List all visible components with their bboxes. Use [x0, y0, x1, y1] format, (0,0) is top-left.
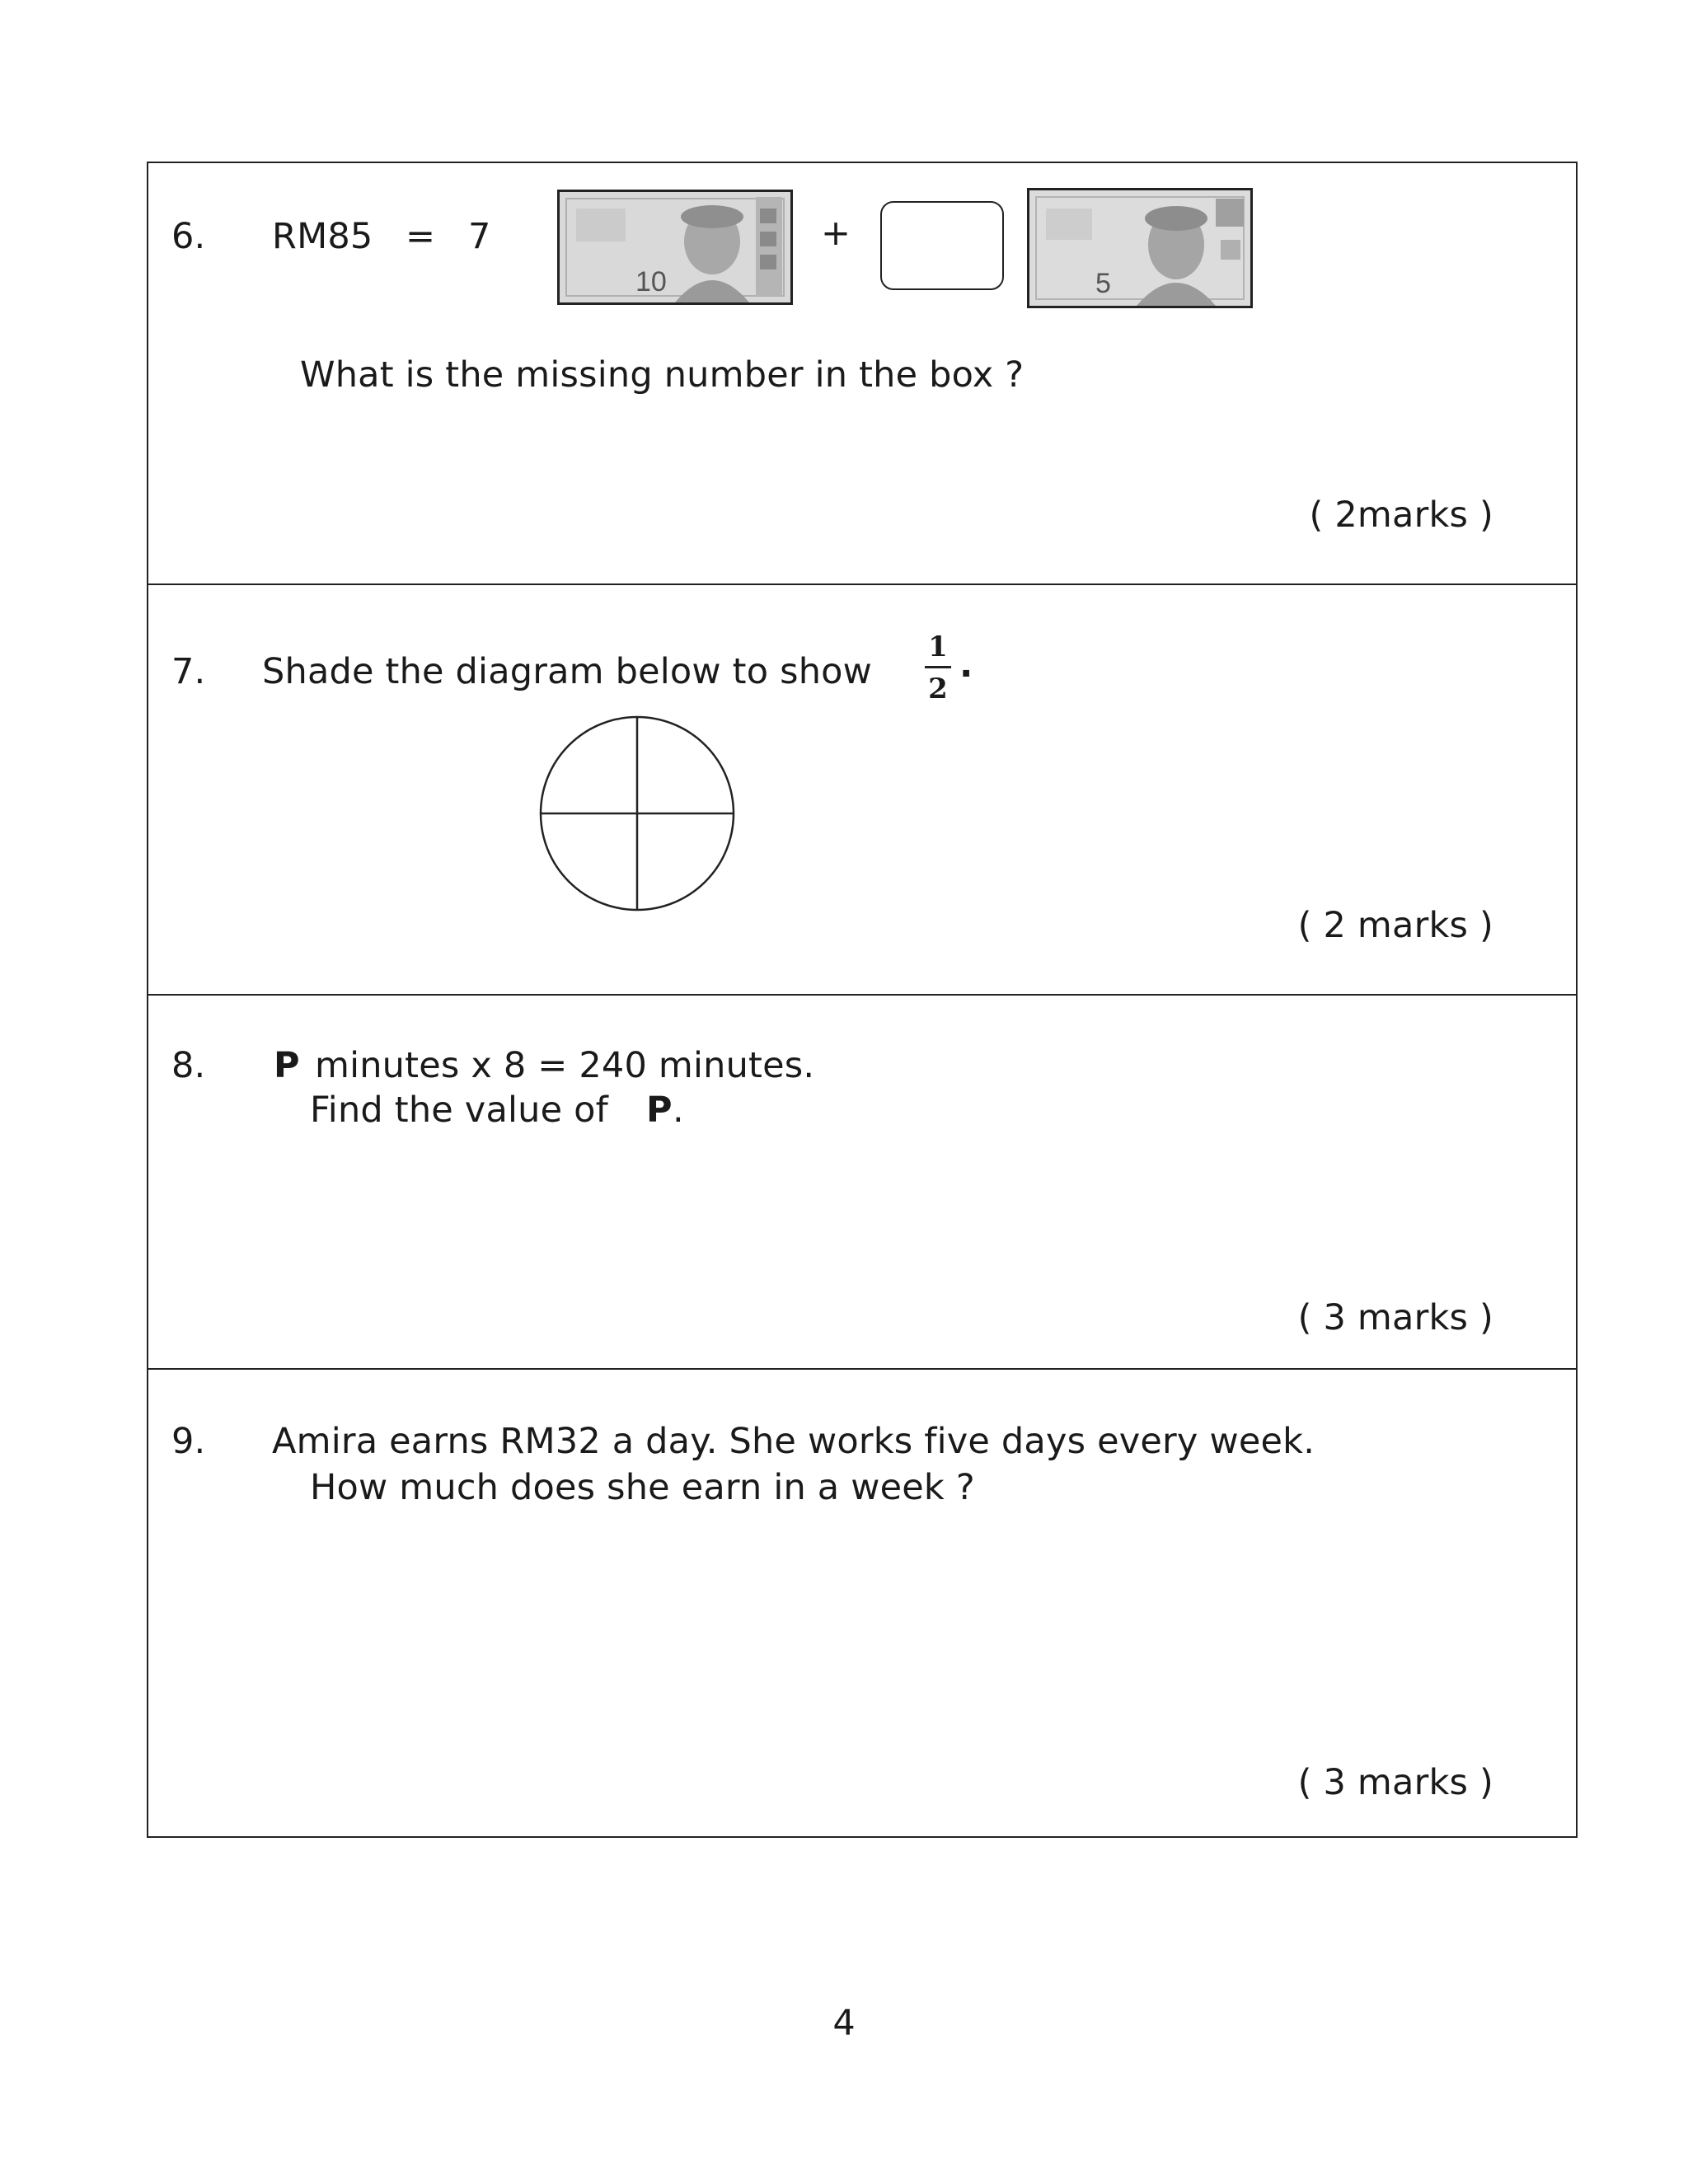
question-text-line2: How much does she earn in a week ? [310, 1467, 975, 1508]
question-prompt: What is the missing number in the box ? [300, 354, 1025, 396]
banknote-illustration [1029, 190, 1250, 306]
marks-label: ( 3 marks ) [1297, 1762, 1493, 1803]
page-number: 4 [832, 2003, 856, 2044]
variable-p: P [274, 1045, 300, 1086]
question-prompt: Find the value of [310, 1090, 608, 1131]
marks-label: ( 2 marks ) [1297, 905, 1493, 946]
fraction-period: . [959, 644, 973, 686]
fraction-one-half [921, 630, 954, 705]
plus-sign: + [821, 213, 851, 254]
question-sheet [147, 162, 1578, 1838]
banknote-value: 5 [1095, 268, 1111, 299]
equation-equals: = [406, 216, 436, 257]
question-number: 8. [171, 1045, 206, 1086]
question-8 [148, 994, 1576, 1368]
question-7 [148, 583, 1576, 994]
marks-label: ( 2marks ) [1309, 494, 1493, 536]
question-number: 6. [171, 216, 206, 257]
rm5-banknote-image [1027, 188, 1253, 308]
banknote-value: 10 [635, 266, 667, 298]
banknote-illustration [560, 192, 790, 302]
fraction-bar [925, 666, 951, 668]
answer-box[interactable] [880, 201, 1004, 290]
question-9 [148, 1368, 1576, 1838]
equation-lhs: RM85 [272, 216, 373, 257]
quartered-circle-diagram[interactable] [537, 714, 737, 913]
sentence-period: . [673, 1090, 684, 1131]
banknote-count: 7 [468, 216, 491, 257]
question-text-line1: Amira earns RM32 a day. She works five days every week. [272, 1421, 1315, 1462]
question-number: 7. [171, 651, 206, 692]
variable-p: P [646, 1090, 673, 1131]
fraction-denominator: 2 [928, 673, 948, 705]
marks-label: ( 3 marks ) [1297, 1297, 1493, 1338]
question-prompt: Shade the diagram below to show [262, 651, 873, 692]
question-number: 9. [171, 1421, 206, 1462]
question-6 [148, 163, 1576, 583]
equation-text: minutes x 8 = 240 minutes. [315, 1045, 815, 1086]
rm10-banknote-image [557, 190, 793, 305]
fraction-numerator: 1 [928, 630, 948, 663]
